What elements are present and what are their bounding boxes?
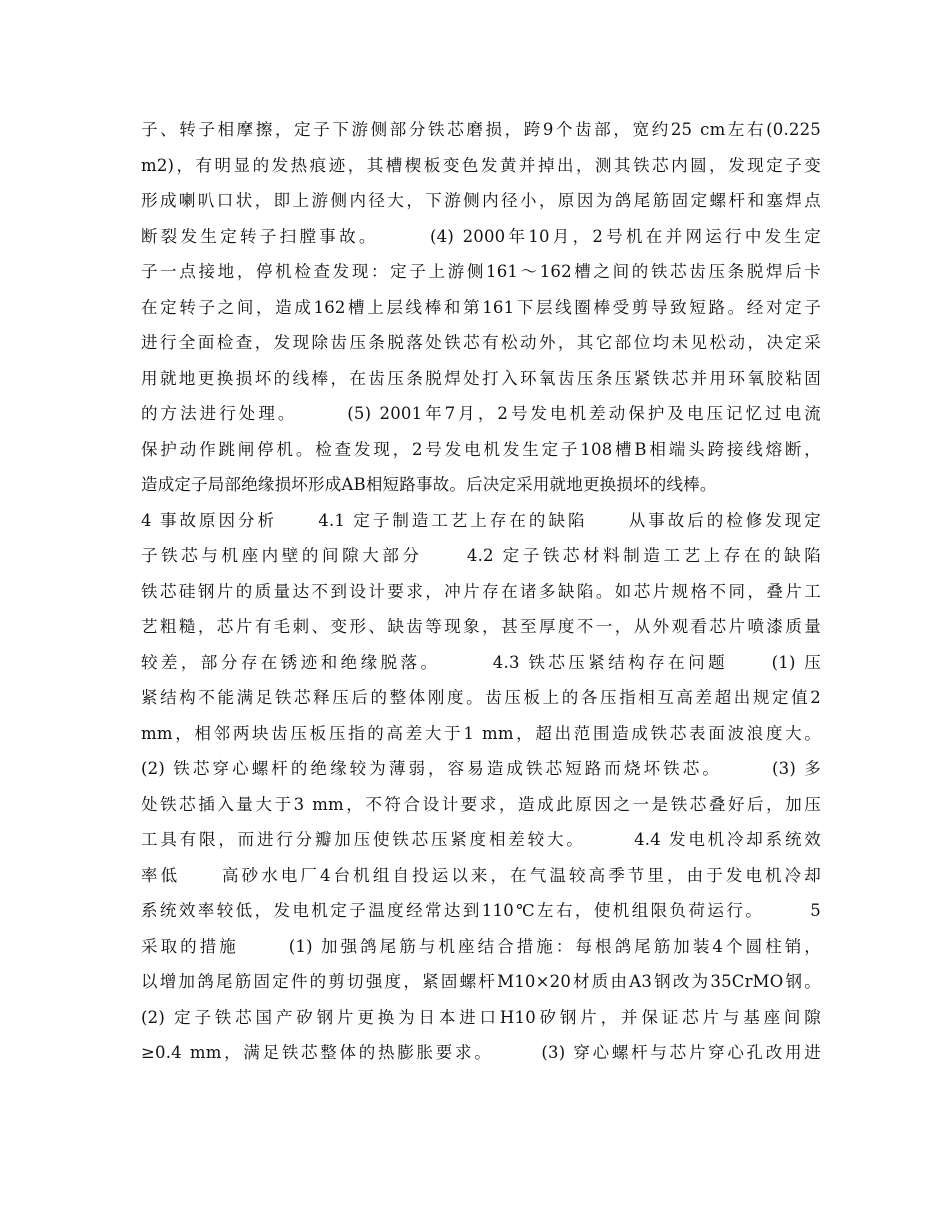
- text-line: 子铁芯与机座内壁的间隙大部分 4.2 定子铁芯材料制造工艺上存在的缺陷: [141, 546, 821, 565]
- text-line: (2) 定子铁芯国产矽钢片更换为日本进口H10矽钢片，并保证芯片与基座间隙: [141, 1007, 821, 1027]
- text-line: ≥0.4 mm，满足铁芯整体的热膨胀要求。 (3) 穿心螺杆与芯片穿心孔改用进: [141, 1043, 821, 1062]
- text-line: 铁芯硅钢片的质量达不到设计要求，冲片存在诸多缺陷。如芯片规格不同，叠片工: [141, 581, 821, 601]
- text-line: 的方法进行处理。 (5) 2001年7月，2号发电机差动保护及电压记忆过电流: [141, 404, 821, 423]
- text-line: 子、转子相摩擦，定子下游侧部分铁芯磨损，跨9个齿部，宽约25 cm左右(0.225: [141, 120, 821, 139]
- text-line: 用就地更换损坏的线棒，在齿压条脱焊处打入环氧齿压条压紧铁芯并用环氧胶粘固: [141, 368, 821, 388]
- text-line: (2) 铁芯穿心螺杆的绝缘较为薄弱，容易造成铁芯短路而烧坏铁芯。 (3) 多: [141, 759, 821, 778]
- text-line: 保护动作跳闸停机。检查发现，2号发电机发生定子108槽B相端头跨接线熔断，: [141, 439, 821, 459]
- text-line: 系统效率较低，发电机定子温度经常达到110℃左右，使机组限负荷运行。 5: [141, 901, 821, 920]
- text-line: 处铁芯插入量大于3 mm，不符合设计要求，造成此原因之一是铁芯叠好后，加压: [141, 794, 821, 814]
- text-line: 子一点接地，停机检查发现：定子上游侧161～162槽之间的铁芯齿压条脱焊后卡: [141, 262, 821, 281]
- text-line: 造成定子局部绝缘损坏形成AB相短路事故。后决定采用就地更换损坏的线棒。: [141, 475, 717, 494]
- text-line: 采取的措施 (1) 加强鸽尾筋与机座结合措施：每根鸽尾筋加装4个圆柱销，: [141, 936, 821, 956]
- text-line: 以增加鸽尾筋固定件的剪切强度，紧固螺杆M10×20材质由A3钢改为35CrMO钢。: [141, 972, 821, 991]
- text-line: 艺粗糙，芯片有毛刺、变形、缺齿等现象，甚至厚度不一，从外观看芯片喷漆质量: [141, 617, 821, 636]
- text-line: 较差，部分存在锈迹和绝缘脱落。 4.3 铁芯压紧结构存在问题 (1) 压: [141, 652, 821, 672]
- text-line: 形成喇叭口状，即上游侧内径大，下游侧内径小，原因为鸽尾筋固定螺杆和塞焊点: [141, 191, 821, 210]
- text-line: 紧结构不能满足铁芯释压后的整体刚度。齿压板上的各压指相互高差超出规定值2: [141, 688, 821, 707]
- text-line: 率低 高砂水电厂4台机组自投运以来，在气温较高季节里，由于发电机冷却: [141, 865, 821, 885]
- body-text: [141, 112, 821, 1071]
- text-line: 在定转子之间，造成162槽上层线棒和第161下层线圈棒受剪导致短路。经对定子: [141, 297, 821, 317]
- text-line: 4 事故原因分析 4.1 定子制造工艺上存在的缺陷 从事故后的检修发现定: [141, 510, 821, 530]
- text-line: m2)，有明显的发热痕迹，其槽楔板变色发黄并掉出，测其铁芯内圆，发现定子变: [141, 155, 821, 175]
- text-line: 断裂发生定转子扫膛事故。 (4) 2000年10月，2号机在并网运行中发生定: [141, 226, 821, 246]
- text-line: mm，相邻两块齿压板压指的高差大于1 mm，超出范围造成铁芯表面波浪度大。: [141, 723, 821, 743]
- text-line: 进行全面检查，发现除齿压条脱落处铁芯有松动外，其它部位均未见松动，决定采: [141, 333, 821, 352]
- text-line: 工具有限，而进行分瓣加压使铁芯压紧度相差较大。 4.4 发电机冷却系统效: [141, 830, 821, 849]
